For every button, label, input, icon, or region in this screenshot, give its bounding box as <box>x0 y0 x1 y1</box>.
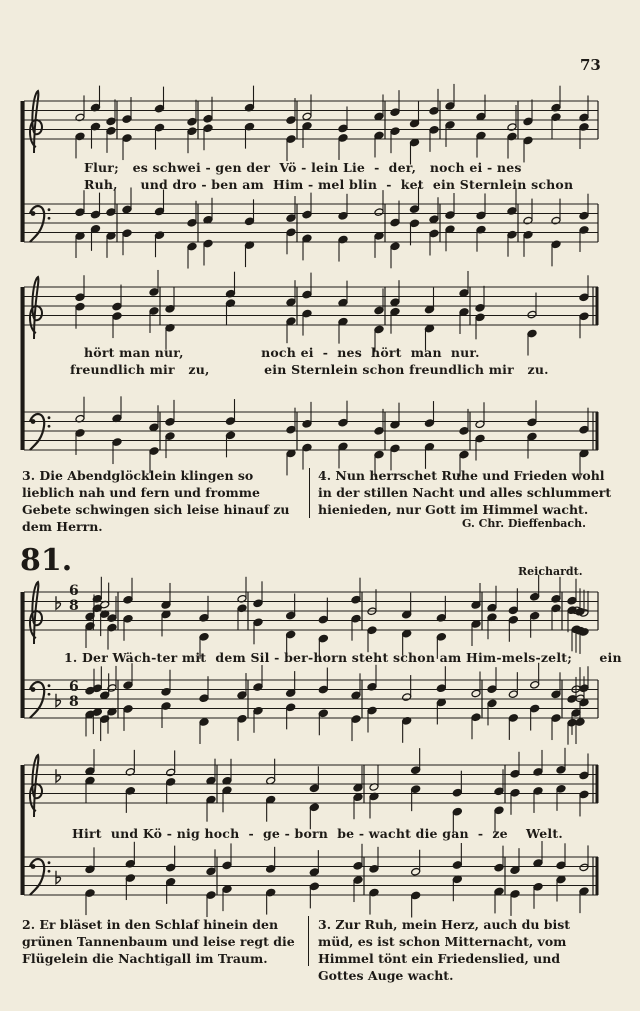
page-number: 73 <box>580 56 601 74</box>
lyric-line: hört man nur, noch ei - nes hört man nur. <box>84 345 480 360</box>
verse-divider <box>309 468 310 518</box>
composer: Reichardt. <box>518 565 583 578</box>
verse-4: 4. Nun herrschet Ruhe und Frieden wohl in der stillen Nacht und alles schlummert hienieden, nur Gott im Himmel wacht. <box>318 468 612 517</box>
time-signature-bottom: 8 <box>69 598 79 614</box>
lyric-line: 1. Der Wäch-ter mit dem Sil - ber-horn steht schon am Him-mels-zelt; ein <box>64 650 622 665</box>
lyric-line: Ruh, und dro - ben am Him - mel blin - ket ein Sternlein schon <box>84 177 574 192</box>
lyric-line: freundlich mir zu, ein Sternlein schon freundlich mir zu. <box>70 362 549 377</box>
time-signature-bottom: 8 <box>69 694 79 710</box>
author-credit: G. Chr. Dieffenbach. <box>462 517 586 530</box>
time-signature-top: 6 <box>69 679 79 695</box>
hymn-number: 81. <box>20 543 73 578</box>
verse-divider <box>308 916 309 966</box>
verse-2: 2. Er bläset in den Schlaf hinein den grünen Tannenbaum und leise regt die Flügelein die Nachtigall im Traum. <box>22 917 295 966</box>
time-signature-top: 6 <box>69 583 79 599</box>
verse-3b: 3. Zur Ruh, mein Herz, auch du bist müd, es ist schon Mitternacht, vom Himmel tönt ein Friedenslied, und Gottes Auge wacht. <box>318 917 571 983</box>
lyric-line: Hirt und Kö - nig hoch - ge - born be - wacht die gan - ze Welt. <box>72 826 563 841</box>
verse-3: 3. Die Abendglöcklein klingen so lieblich nah und fern und fromme Gebete schwingen sich leise hinauf zu dem Herrn. <box>22 468 290 534</box>
lyric-line: Flur; es schwei - gen der Vö - lein Lie - der, noch ei - nes <box>84 160 522 175</box>
